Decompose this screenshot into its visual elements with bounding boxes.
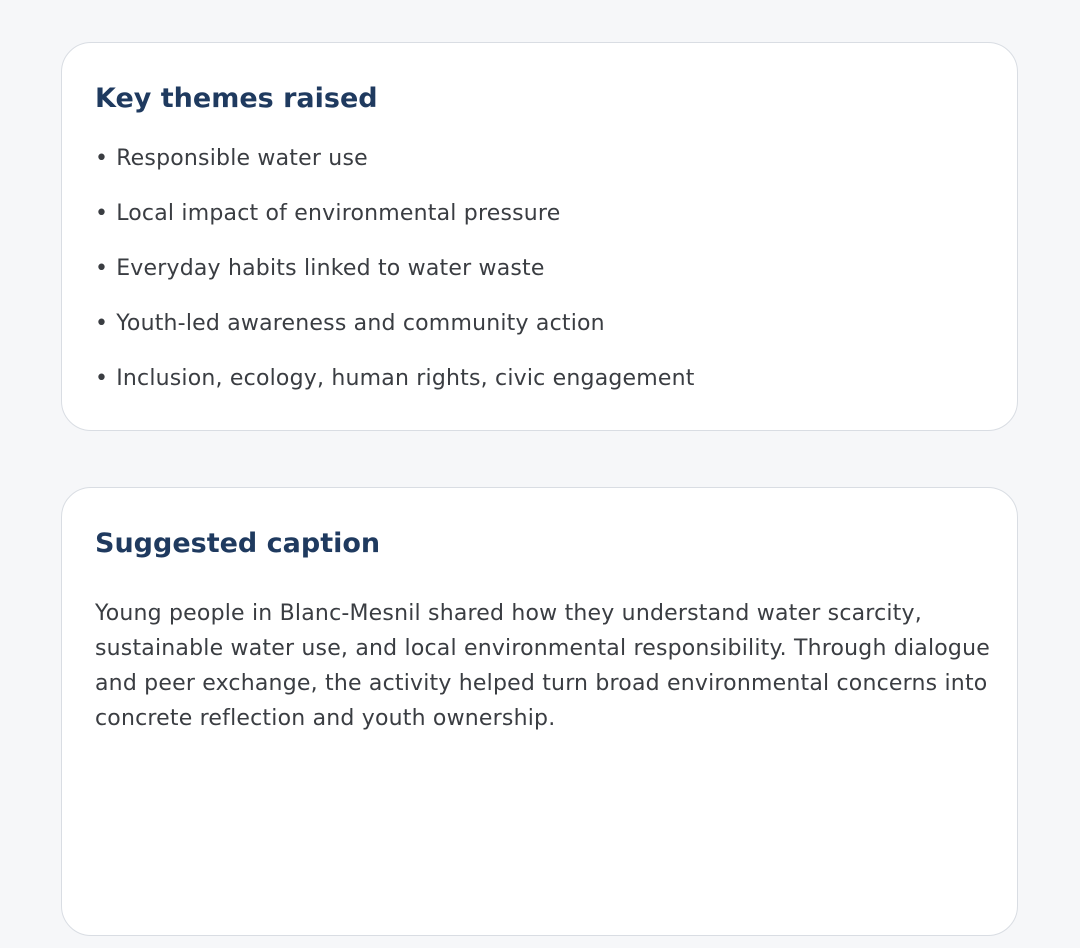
theme-list-item bbox=[95, 311, 695, 371]
key-themes-card bbox=[61, 42, 1018, 431]
theme-text: Youth-led awareness and community action bbox=[116, 311, 605, 336]
caption-paragraph: Young people in Blanc-Mesnil shared how they understand water scarcity, sustainable water use, and local environmental responsibility. Through dialogue and peer exchange, the activity helped turn broad environmental concerns into concrete reflection and youth ownership. bbox=[95, 601, 990, 731]
bullet-icon: • bbox=[95, 201, 109, 226]
bullet-icon: • bbox=[95, 256, 109, 281]
suggested-caption-title: Suggested caption bbox=[95, 528, 381, 559]
theme-list-item bbox=[95, 146, 695, 206]
suggested-caption-card bbox=[61, 487, 1018, 936]
bullet-icon: • bbox=[95, 366, 109, 391]
key-themes-title: Key themes raised bbox=[95, 83, 378, 114]
theme-text: Responsible water use bbox=[116, 146, 368, 171]
theme-list-item bbox=[95, 201, 695, 261]
bullet-icon: • bbox=[95, 146, 109, 171]
theme-text: Everyday habits linked to water waste bbox=[116, 256, 545, 281]
theme-text: Local impact of environmental pressure bbox=[116, 201, 561, 226]
bullet-icon: • bbox=[95, 311, 109, 336]
theme-list-item bbox=[95, 366, 695, 426]
theme-text: Inclusion, ecology, human rights, civic engagement bbox=[116, 366, 695, 391]
theme-list-item bbox=[95, 256, 695, 316]
key-themes-list bbox=[95, 146, 695, 426]
